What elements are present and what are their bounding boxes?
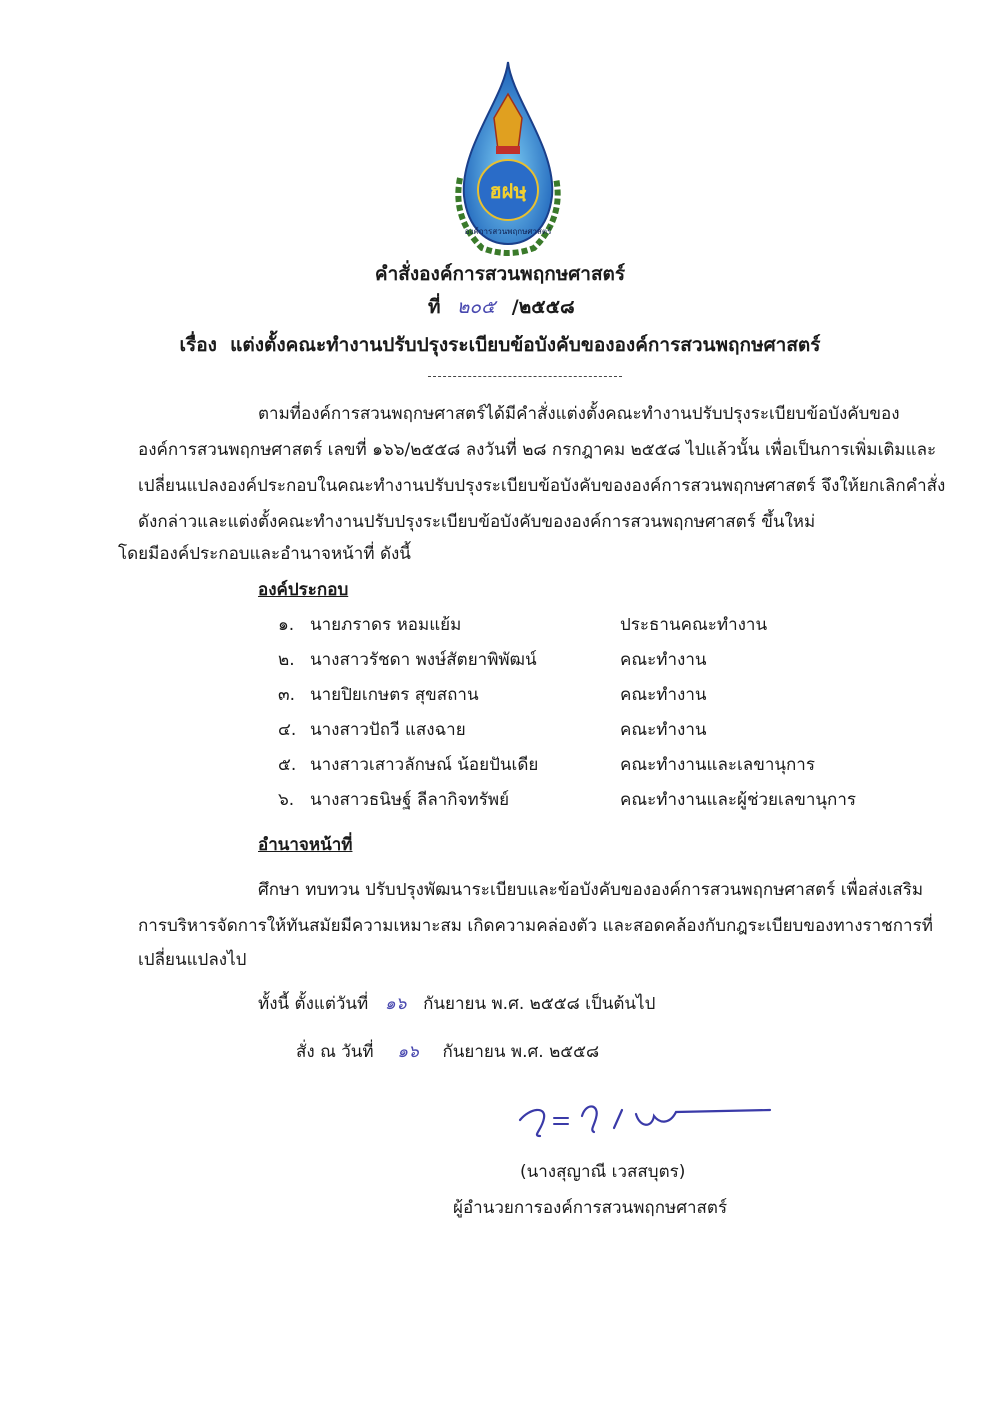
member-role: คณะทำงานและเลขานุการ: [620, 755, 815, 775]
subject-label: เรื่อง: [179, 334, 217, 356]
member-number: ๒.: [278, 650, 295, 670]
effective-suffix: กันยายน พ.ศ. ๒๕๕๘ เป็นต้นไป: [423, 994, 656, 1014]
duties-line-2: การบริหารจัดการให้ทันสมัยมีความเหมาะสม เกิดความคล่องตัว และสอดคล้องกับกฎระเบียบของทางราชการที่: [138, 916, 933, 936]
effective-prefix: ทั้งนี้ ตั้งแต่วันที่: [258, 994, 369, 1014]
signatory-name: (นางสุญาณี เวสสบุตร): [520, 1162, 686, 1182]
order-title: คำสั่งองค์การสวนพฤกษศาสตร์: [374, 263, 626, 285]
member-name: นายปิยเกษตร สุขสถาน: [310, 685, 479, 705]
logo-emblem: ฮฝษฺ: [489, 179, 527, 203]
member-number: ๑.: [278, 615, 295, 635]
body-line-3: เปลี่ยนแปลงองค์ประกอบในคณะทำงานปรับปรุงระเบียบข้อบังคับขององค์การสวนพฤกษศาสตร์ จึงให้ยกเลิกคำสั่ง: [138, 476, 946, 496]
member-role: ประธานคณะทำงาน: [620, 615, 768, 635]
member-role: คณะทำงานและผู้ช่วยเลขานุการ: [620, 790, 856, 810]
member-name: นางสาวเสาวลักษณ์ น้อยปันเดีย: [310, 755, 539, 775]
duties-line-1: ศึกษา ทบทวน ปรับปรุงพัฒนาระเบียบและข้อบังคับขององค์การสวนพฤกษศาสตร์ เพื่อส่งเสริม: [258, 880, 924, 900]
body-line-5: โดยมีองค์ประกอบและอำนาจหน้าที่ ดังนี้: [118, 544, 411, 564]
order-number-suffix: /๒๕๕๘: [511, 296, 575, 318]
title-divider: [428, 376, 622, 377]
member-number: ๓.: [278, 685, 296, 705]
order-number-prefix: ที่: [428, 296, 441, 318]
member-role: คณะทำงาน: [620, 650, 707, 670]
member-name: นายภราดร หอมแย้ม: [310, 615, 462, 635]
member-number: ๕.: [278, 755, 297, 775]
order-number-handwritten: ๒๐๕: [456, 296, 496, 318]
body-line-2: องค์การสวนพฤกษศาสตร์ เลขที่ ๑๖๖/๒๕๕๘ ลงวันที่ ๒๘ กรกฎาคม ๒๕๕๘ ไปแล้วนั้น เพื่อเป็นการเพิ่มเติมและ: [138, 440, 937, 460]
signature: [510, 1088, 780, 1148]
effective-date: [258, 990, 655, 1017]
member-number: ๖.: [278, 790, 295, 810]
member-role: คณะทำงาน: [620, 685, 707, 705]
member-role: คณะทำงาน: [620, 720, 707, 740]
composition-heading: องค์ประกอบ: [258, 580, 349, 600]
body-line-4: ดังกล่าวและแต่งตั้งคณะทำงานปรับปรุงระเบียบข้อบังคับขององค์การสวนพฤกษศาสตร์ ขึ้นใหม่: [138, 512, 816, 532]
ordered-day-handwritten: ๑๖: [397, 1042, 419, 1062]
ordered-suffix: กันยายน พ.ศ. ๒๕๕๘: [442, 1042, 600, 1062]
duties-heading: อำนาจหน้าที่: [258, 835, 353, 855]
signatory-position: ผู้อำนวยการองค์การสวนพฤกษศาสตร์: [453, 1198, 728, 1218]
member-name: นางสาวปัถวี แสงฉาย: [310, 720, 466, 740]
ordered-prefix: สั่ง ณ วันที่: [296, 1042, 374, 1062]
order-number: [428, 292, 575, 322]
member-name: นางสาวธนิษฐ์ ลีลากิจทรัพย์: [310, 790, 510, 810]
member-number: ๔.: [278, 720, 297, 740]
organization-logo: [452, 58, 564, 258]
logo-ring-text: องค์การสวนพฤกษศาสตร์: [464, 227, 552, 236]
body-line-1: ตามที่องค์การสวนพฤกษศาสตร์ได้มีคำสั่งแต่งตั้งคณะทำงานปรับปรุงระเบียบข้อบังคับของ: [258, 404, 900, 424]
order-subject: [0, 330, 1000, 360]
ordered-date: [296, 1038, 599, 1065]
duties-line-3: เปลี่ยนแปลงไป: [138, 950, 247, 970]
subject-text: แต่งตั้งคณะทำงานปรับปรุงระเบียบข้อบังคับขององค์การสวนพฤกษศาสตร์: [230, 334, 821, 356]
effective-day-handwritten: ๑๖: [384, 994, 407, 1014]
member-name: นางสาวรัชดา พงษ์สัตยาพิพัฒน์: [310, 650, 537, 670]
